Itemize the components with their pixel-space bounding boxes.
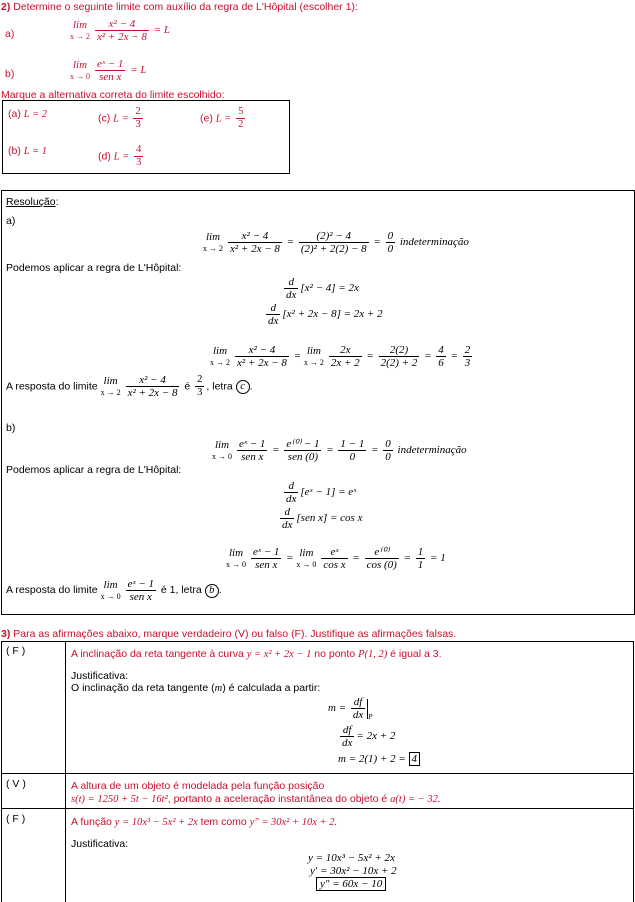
option-d[interactable]: (d) L = $\frac{4}{3}$ (98, 144, 142, 168)
row3-mark: ( F ) (6, 813, 26, 825)
option-c[interactable]: (c) L = $\frac{2}{3}$ (98, 106, 141, 130)
res-a-lhopital-text: Podemos aplicar a regra de L'Hôpital: (6, 262, 182, 274)
row2-statement-line2: s(t) = 1250 + 5t − 16t², portanto a aceleração instantânea do objeto é a(t) = − 32. (71, 793, 441, 805)
option-e[interactable]: (e) L = $\frac{5}{2}$ (200, 106, 244, 130)
row1-statement: A inclinação da reta tangente à curva y = x² + 2x − 1 no ponto P(1, 2) é igual a 3. (71, 648, 442, 660)
limit-a-expression: lim x → 2 $\frac{\text{x² − 4}}{\text{x² + 2x − 8}}$ = L (70, 18, 170, 43)
item-a-label: a) (5, 28, 15, 40)
table-column-divider (65, 641, 66, 902)
row3-eq1: y = 10x³ − 5x² + 2x (308, 852, 395, 864)
table-border-top (1, 641, 634, 642)
row1-justification-label: Justificativa: (71, 670, 129, 682)
mark-instruction: Marque a alternativa correta do limite escolhido: (1, 89, 225, 101)
row1-eq2: $\frac{df}{dx}$ = 2x + 2 (342, 724, 396, 749)
answer-a-letter: c (236, 380, 250, 394)
row3-eq3-boxed: y″ = 60x − 10 (316, 877, 386, 891)
row1-mark: ( F ) (6, 645, 26, 657)
res-b-lhopital-text: Podemos aplicar a regra de L'Hôpital: (6, 464, 182, 476)
res-a-substitution: lim x → 2 $\frac{\text{x² − 4}}{\text{x² + 2x − 8}}$ = $\frac{\text{(2)² − 4}}{\text{(2)² + 2(2) − 8}}$ = $\frac{0}{0}$ indeterminação (203, 230, 469, 255)
res-b-answer: A resposta do limite lim x → 0 $\frac{\text{eˣ − 1}}{\text{sen x}}$ é 1, letra b . (6, 578, 222, 603)
res-a-derivative-den: $\frac{d}{dx}$ [x² + 2x − 8] = 2x + 2 (268, 302, 383, 327)
res-a-derivative-num: $\frac{d}{dx}$ [x² − 4] = 2x (286, 276, 359, 301)
res-b-lhopital-result: lim x → 0 $\frac{\text{eˣ − 1}}{\text{sen x}}$ = lim x → 0 $\frac{\text{eˣ}}{\text{cos x}}$ = $\frac{\text{e⁽⁰⁾}}{\cos (0)}$ = $\frac{1}{1}$ = 1 (226, 546, 446, 571)
resolution-b-label: b) (6, 422, 16, 434)
item-b-label: b) (5, 68, 15, 80)
option-b[interactable]: (b) L = 1 (8, 145, 48, 157)
row3-justification-label: Justificativa: (71, 838, 129, 850)
table-border-right (633, 641, 634, 902)
row1-eq3: m = 2(1) + 2 = 4 (338, 752, 420, 766)
option-a[interactable]: (a) L = 2 (8, 108, 48, 120)
res-b-derivative-num: $\frac{d}{dx}$ [eˣ − 1] = eˣ (286, 480, 357, 505)
table-border-left (1, 641, 2, 902)
res-b-substitution: lim x → 0 $\frac{\text{eˣ − 1}}{\text{sen x}}$ = $\frac{\text{e⁽⁰⁾ − 1}}{\text{sen (0)}}$ = $\frac{1 - 1}{0}$ = $\frac{0}{0}$ indeterminação (212, 438, 467, 463)
limit-b-expression: lim x → 0 $\frac{\text{eˣ − 1}}{\text{sen x}}$ = L (70, 58, 147, 83)
row1-eq1: m = $\frac{df}{dx}$ $_P$ (328, 696, 373, 722)
res-a-answer: A resposta do limite lim x → 2 $\frac{\text{x² − 4}}{\text{x² + 2x − 8}}$ é $\frac{2}{3}$ , letra c . (6, 374, 253, 400)
question-2-statement: 2) Determine o seguinte limite com auxílio da regra de L'Hôpital (escolher 1): (1, 1, 358, 13)
table-row-divider-1 (1, 773, 634, 774)
question-3-statement: 3) Para as afirmações abaixo, marque verdadeiro (V) ou falso (F). Justifique as afirmações falsas. (1, 628, 457, 640)
row2-statement-line1: A altura de um objeto é modelada pela função posição (71, 780, 325, 792)
row3-statement: A função y = 10x³ − 5x² + 2x tem como y″ = 30x² + 10x + 2. (71, 816, 338, 828)
row2-mark: ( V ) (6, 778, 26, 790)
resolution-title: Resolução: (6, 196, 59, 208)
resolution-a-label: a) (6, 215, 16, 227)
row3-eq2: y′ = 30x² − 10x + 2 (310, 865, 397, 877)
res-b-derivative-den: $\frac{d}{dx}$ [sen x] = cos x (282, 506, 363, 531)
answer-b-letter: b (205, 584, 219, 598)
res-a-lhopital-result: lim x → 2 $\frac{\text{x² − 4}}{\text{x² + 2x − 8}}$ = lim x → 2 $\frac{2x}{2x + 2}$ = $\frac{2(2)}{2(2) + 2}$ = $\frac{4}{6}$ = $\frac{2}{3}$ (210, 344, 471, 369)
table-row-divider-2 (1, 808, 634, 809)
row1-justification-text: O inclinação da reta tangente (m) é calculada a partir: (71, 682, 321, 694)
